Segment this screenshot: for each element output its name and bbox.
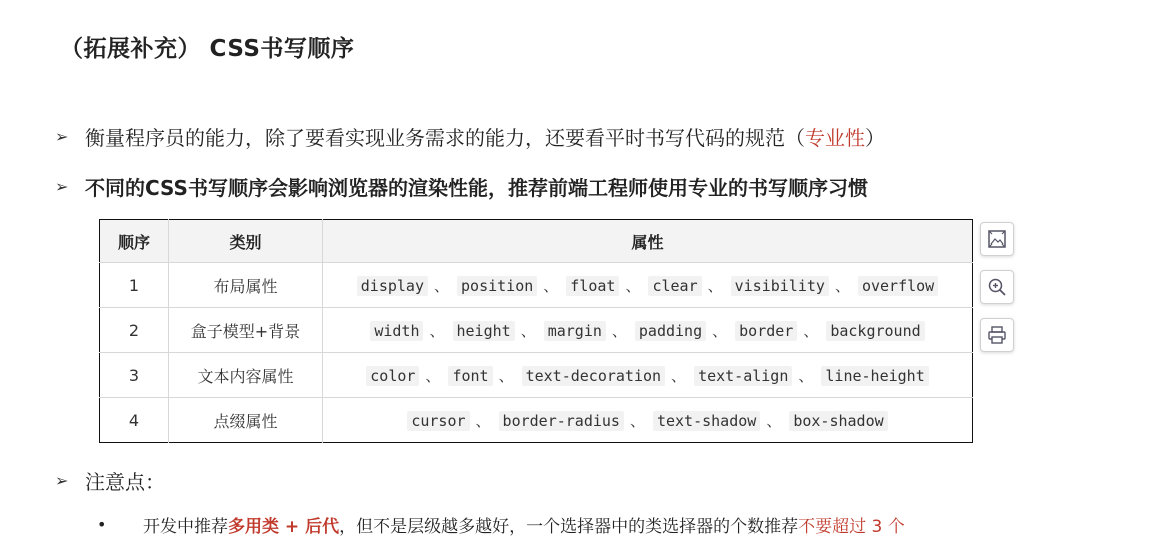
cell-properties: [323, 263, 973, 308]
property-code: color: [366, 366, 419, 386]
property-code: width: [370, 321, 423, 341]
separator: 、: [520, 321, 536, 340]
note-text-pre: 开发中推荐: [143, 517, 228, 537]
zoom-in-icon[interactable]: [980, 270, 1014, 304]
property-code: margin: [544, 321, 606, 341]
separator: 、: [707, 276, 723, 295]
header-order: 顺序: [100, 220, 169, 263]
separator: 、: [803, 321, 819, 340]
property-code: background: [826, 321, 924, 341]
property-code: display: [357, 276, 428, 296]
header-category: 类别: [169, 220, 323, 263]
table-row: [100, 398, 973, 443]
cell-category: 布局属性: [169, 263, 323, 308]
property-code: visibility: [731, 276, 829, 296]
separator: 、: [434, 276, 450, 295]
property-code: box-shadow: [789, 411, 887, 431]
bullet-text-end: ）: [865, 126, 885, 150]
css-order-table: [99, 219, 973, 443]
property-code: position: [457, 276, 537, 296]
bullet-text: 注意点：: [85, 470, 165, 494]
cell-properties: [323, 353, 973, 398]
arrow-bullet-icon: ➢: [55, 177, 69, 196]
header-properties: 属性: [323, 220, 973, 263]
bullet-performance: [55, 172, 868, 201]
table-row: [100, 263, 973, 308]
property-code: cursor: [407, 411, 469, 431]
separator: 、: [429, 321, 445, 340]
property-code: overflow: [858, 276, 938, 296]
property-code: text-align: [694, 366, 792, 386]
side-toolbar: [980, 222, 1014, 352]
bullet-notes: [55, 466, 165, 495]
note-highlight: 多用类 + 后代: [228, 517, 340, 537]
property-code: border-radius: [499, 411, 624, 431]
bullet-text: 衡量程序员的能力，除了要看实现业务需求的能力，还要看平时书写代码的规范（: [85, 126, 805, 150]
separator: 、: [498, 366, 514, 385]
bullet-text: 不同的CSS书写顺序会影响浏览器的渲染性能，推荐前端工程师使用专业的书写顺序习惯: [85, 176, 868, 200]
cell-category: 文本内容属性: [169, 353, 323, 398]
dot-bullet-icon: •: [97, 515, 107, 534]
property-code: text-decoration: [522, 366, 665, 386]
table-row: [100, 353, 973, 398]
cell-order: 2: [100, 308, 169, 353]
separator: 、: [712, 321, 728, 340]
separator: 、: [629, 411, 645, 430]
property-code: text-shadow: [653, 411, 760, 431]
image-icon[interactable]: [980, 222, 1014, 256]
separator: 、: [543, 276, 559, 295]
separator: 、: [766, 411, 782, 430]
cell-properties: [323, 398, 973, 443]
property-code: line-height: [821, 366, 928, 386]
separator: 、: [625, 276, 641, 295]
separator: 、: [798, 366, 814, 385]
arrow-bullet-icon: ➢: [55, 127, 69, 146]
property-code: float: [566, 276, 619, 296]
property-code: font: [448, 366, 492, 386]
bullet-ability: [55, 122, 885, 151]
cell-properties: [323, 308, 973, 353]
property-code: height: [453, 321, 515, 341]
bullet-note-item: [97, 512, 905, 537]
arrow-bullet-icon: ➢: [55, 471, 69, 490]
cell-order: 4: [100, 398, 169, 443]
cell-order: 3: [100, 353, 169, 398]
separator: 、: [611, 321, 627, 340]
separator: 、: [425, 366, 441, 385]
property-code: border: [735, 321, 797, 341]
table-row: [100, 308, 973, 353]
cell-order: 1: [100, 263, 169, 308]
property-code: padding: [635, 321, 706, 341]
property-code: clear: [648, 276, 701, 296]
highlight-text: 专业性: [805, 126, 865, 150]
cell-category: 点缀属性: [169, 398, 323, 443]
separator: 、: [671, 366, 687, 385]
table-header-row: [100, 220, 973, 263]
separator: 、: [834, 276, 850, 295]
note-text-mid: ，但不是层级越多越好，一个选择器中的类选择器的个数推荐: [339, 517, 799, 537]
print-icon[interactable]: [980, 318, 1014, 352]
cell-category: 盒子模型+背景: [169, 308, 323, 353]
separator: 、: [475, 411, 491, 430]
page-title: （拓展补充） CSS书写顺序: [60, 36, 355, 62]
note-highlight-limit: 不要超过 3 个: [798, 517, 905, 537]
